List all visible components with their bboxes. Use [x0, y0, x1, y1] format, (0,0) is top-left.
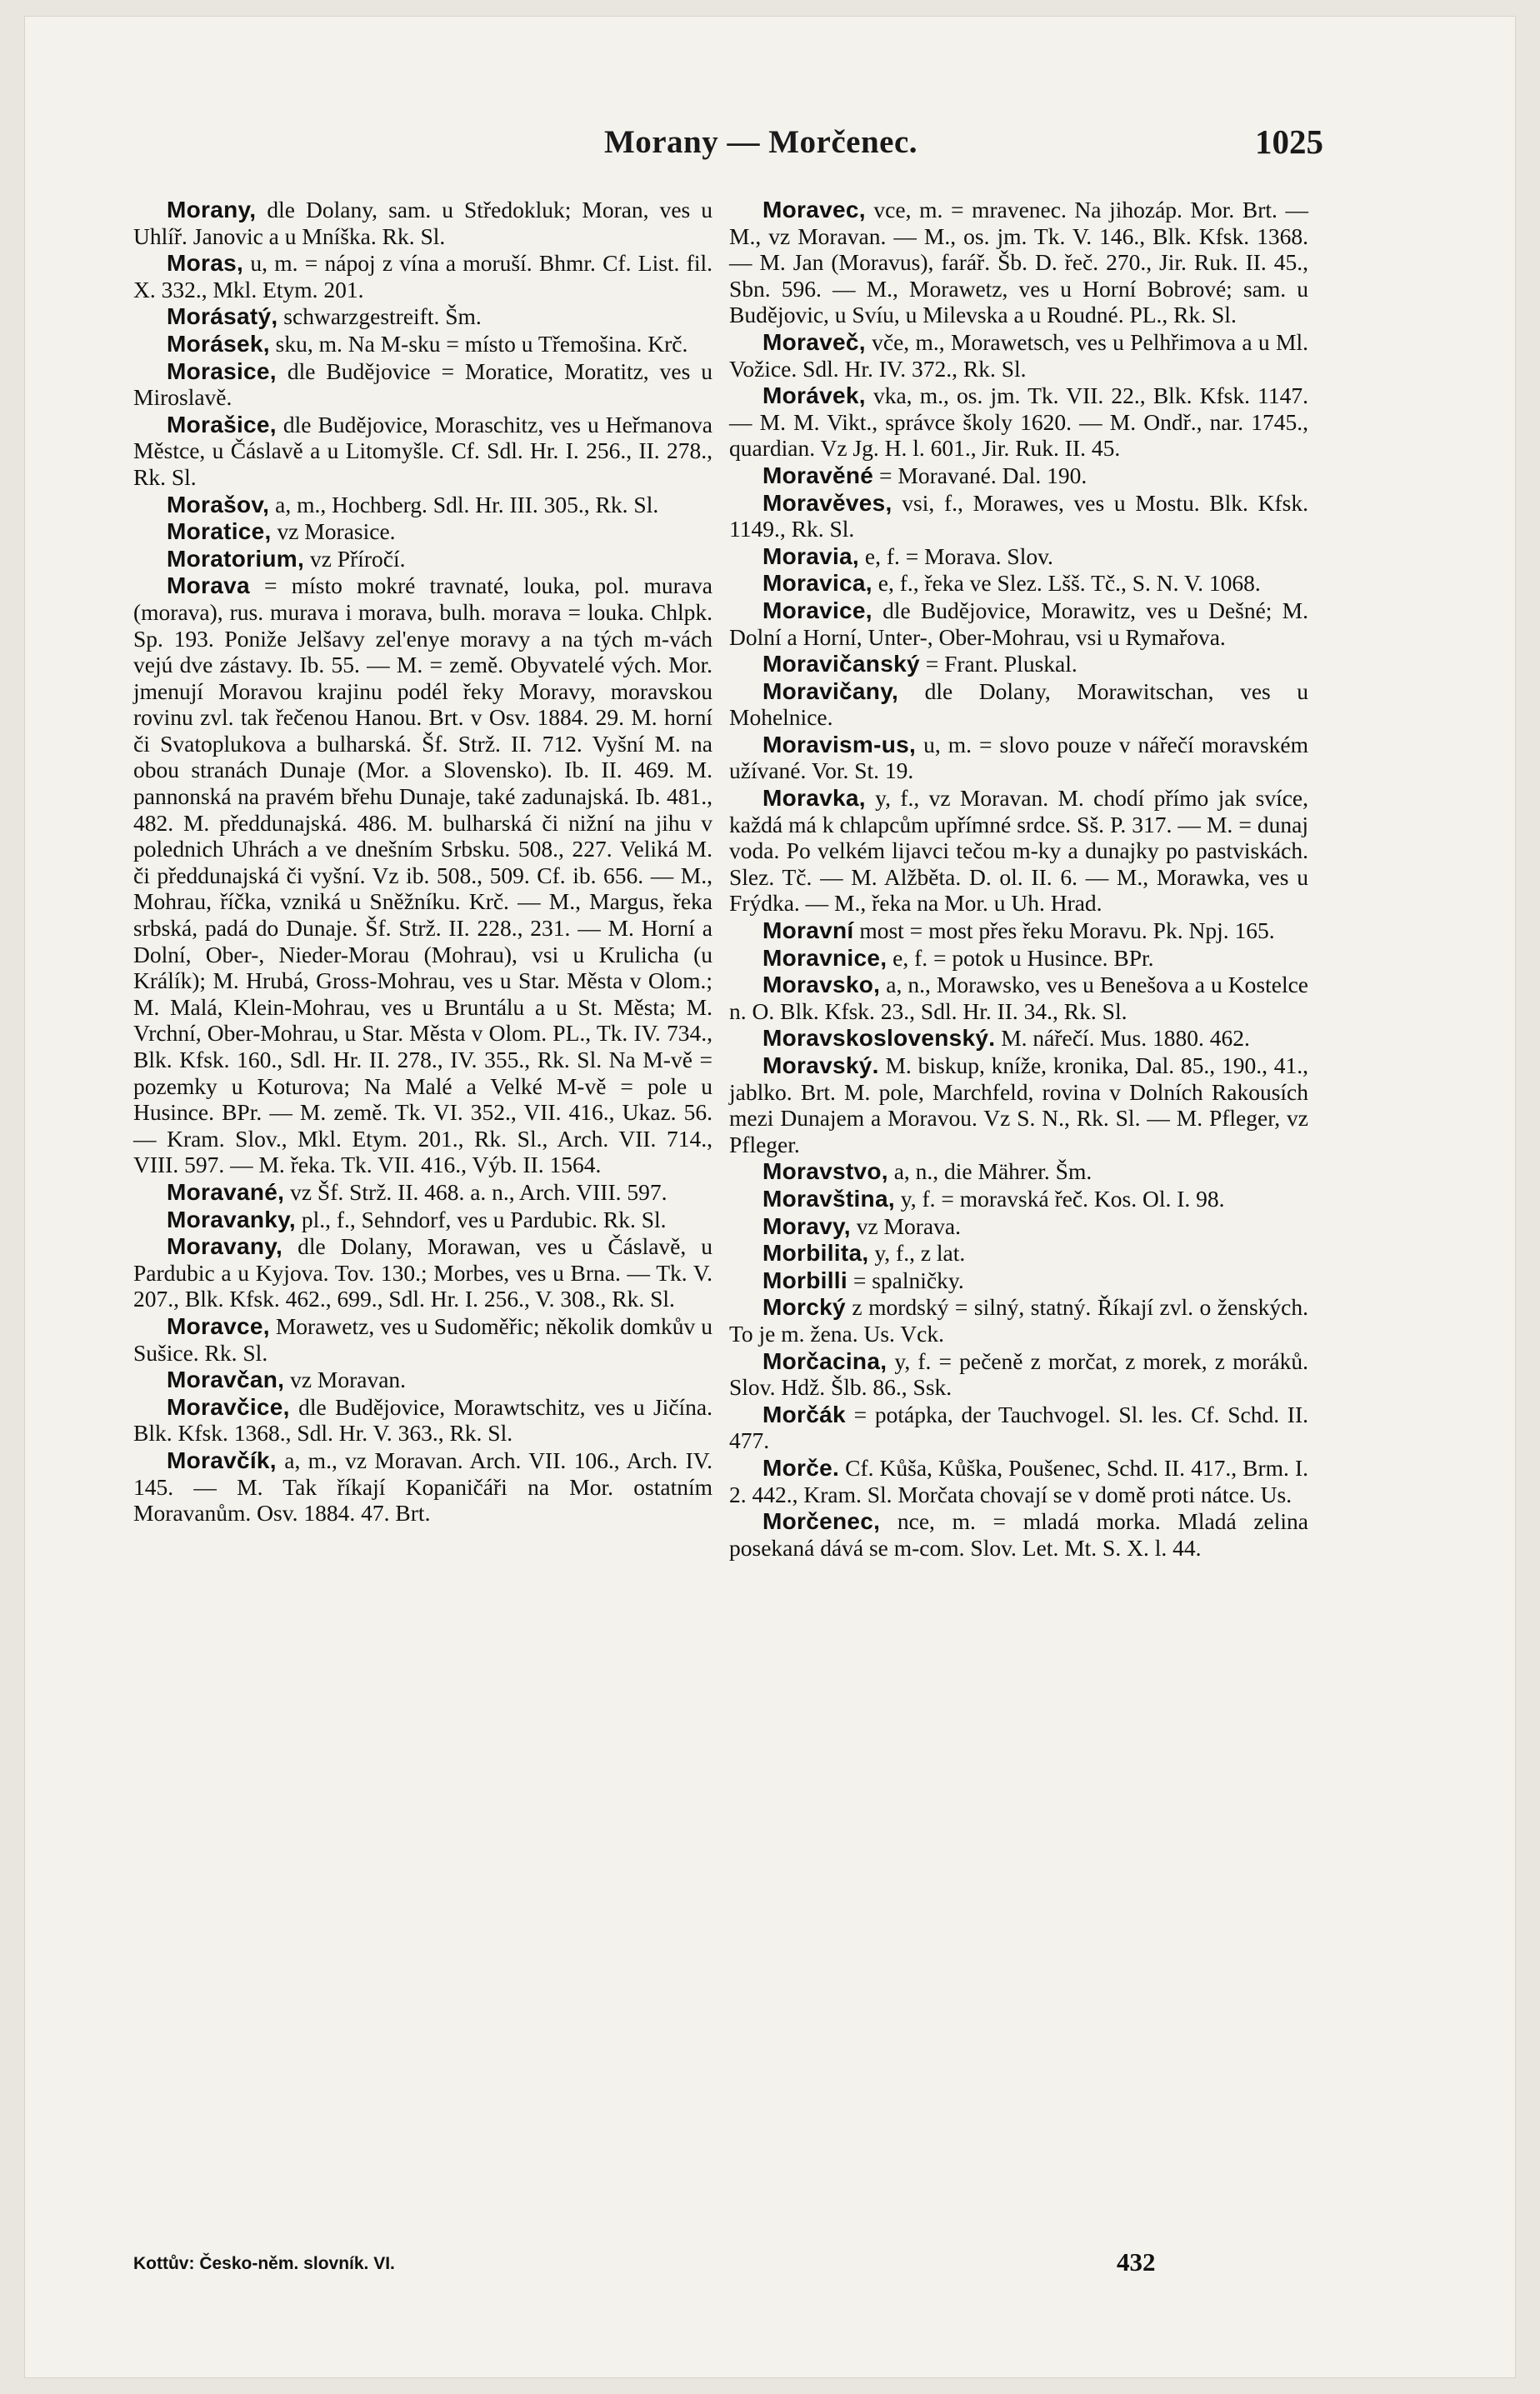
entry-definition: M. biskup, kníže, kronika, Dal. 85., 190., 41., jablko. Brt. M. pole, Marchfeld, rovina v Dolních Rakousích mezi Dunajem a Moravou. Vz S. N., Rk. Sl. — M. Pfleger, vz Pfleger. [729, 1052, 1309, 1157]
entry-definition: = potápka, der Tauchvogel. Sl. les. Cf. Schd. II. 477. [729, 1401, 1308, 1454]
dictionary-entry [729, 1052, 1308, 1157]
entry-headword: Morče. [762, 1454, 840, 1481]
entry-definition: y, f., z lat. [874, 1240, 966, 1267]
entry-definition: u, m. = slovo pouze v nářečí moravském užívané. Vor. St. 19. [729, 731, 1309, 784]
entry-headword: Moravsko, [762, 972, 881, 998]
entry-headword: Morbilita, [762, 1240, 869, 1267]
dictionary-entry [133, 1313, 712, 1366]
dictionary-entry [133, 1179, 712, 1206]
dictionary-entry [729, 678, 1308, 731]
entry-headword: Moravní [762, 917, 854, 944]
dictionary-entry [133, 1233, 712, 1312]
dictionary-entry [133, 303, 712, 330]
entry-definition: vz Morava. [856, 1212, 961, 1239]
entry-definition: Morawetz, ves u Sudoměřic; několik domkův u Sušice. Rk. Sl. [133, 1312, 713, 1366]
page-title: Morany — Morčenec. [603, 124, 918, 160]
dictionary-entry [133, 412, 712, 491]
dictionary-entry [729, 972, 1308, 1024]
dictionary-entry [729, 1455, 1308, 1507]
entry-headword: Moravnice, [762, 944, 888, 971]
entry-definition: M. nářečí. Mus. 1880. 462. [1001, 1025, 1250, 1052]
entry-headword: Morásatý, [167, 303, 278, 330]
running-header [123, 115, 1323, 165]
right-column [729, 197, 1308, 1562]
entry-definition: vz Šf. Strž. II. 468. a. n., Arch. VIII. 597. [290, 1178, 668, 1205]
entry-definition: most = most přes řeku Moravu. Pk. Npj. 165. [859, 917, 1275, 944]
dictionary-entry [729, 570, 1308, 597]
entry-definition: y, f. = pečeně z morčat, z morek, z moráků. Slov. Hdž. Šlb. 86., Ssk. [729, 1347, 1309, 1401]
entry-definition: a, m., vz Moravan. Arch. VII. 106., Arch. IV. 145. — M. Tak říkají Kopaničáři na Mor. ostatním Moravanům. Osv. 1884. 47. Brt. [133, 1447, 712, 1527]
entry-headword: Moravstvo, [762, 1158, 888, 1185]
entry-headword: Moravčice, [167, 1393, 290, 1420]
entry-definition: Cf. Kůša, Kůška, Poušenec, Schd. II. 417., Brm. I. 2. 442., Kram. Sl. Morčata chovají se v domě proti nátce. Us. [729, 1454, 1308, 1507]
entry-headword: Moravec, [762, 197, 866, 222]
entry-definition: schwarzgestreift. Šm. [283, 303, 482, 330]
dictionary-entry [133, 572, 712, 1178]
entry-headword: Moravčan, [167, 1367, 285, 1393]
entry-headword: Moravčík, [167, 1447, 277, 1473]
entry-definition: a, n., Morawsko, ves u Benešova a u Kostelce n. O. Blk. Kfsk. 23., Sdl. Hr. II. 34., Rk. Sl. [729, 972, 1308, 1024]
dictionary-entry [133, 546, 712, 572]
entry-definition: sku, m. Na M-sku = místo u Třemošina. Krč. [275, 330, 688, 357]
dictionary-entry [729, 597, 1308, 650]
entry-headword: Morašice, [167, 411, 277, 437]
entry-definition: vz Morasice. [277, 518, 396, 545]
dictionary-entry [133, 250, 712, 302]
entry-headword: Moravism-us, [762, 731, 917, 757]
dictionary-entry [133, 1394, 712, 1447]
entry-headword: Moravany, [167, 1233, 283, 1260]
dictionary-entry [133, 1207, 712, 1233]
dictionary-entry [729, 197, 1308, 328]
entry-headword: Morava [167, 572, 250, 599]
entry-headword: Moravský. [762, 1052, 879, 1078]
entry-definition: e, f. = Morava. Slov. [864, 542, 1053, 569]
left-column [133, 197, 712, 1527]
entry-headword: Moravka, [762, 785, 866, 812]
dictionary-entry [729, 1025, 1308, 1052]
entry-headword: Moravičanský [762, 651, 920, 677]
entry-headword: Moratorium, [167, 545, 305, 572]
dictionary-entry [729, 1348, 1308, 1401]
entry-definition: dle Budějovice = Moratice, Moratitz, ves u Miroslavě. [133, 357, 712, 411]
entry-headword: Moravia, [762, 542, 859, 569]
dictionary-entry [133, 1367, 712, 1393]
entry-headword: Moravština, [762, 1185, 895, 1212]
entry-definition: = Moravané. Dal. 190. [879, 462, 1088, 488]
dictionary-entry [729, 785, 1308, 917]
entry-headword: Morčacina, [762, 1347, 888, 1374]
entry-definition: dle Budějovice, Moraschitz, ves u Heřmanova Městce, u Čáslavě a u Litomyšle. Cf. Sdl. Hr. I. 256., II. 278., Rk. Sl. [133, 411, 713, 490]
dictionary-entry [729, 543, 1308, 570]
dictionary-entry [133, 1447, 712, 1527]
dictionary-entry [729, 1267, 1308, 1294]
printer-signature: Kottův: Česko-něm. slovník. VI. [133, 2254, 395, 2273]
dictionary-entry [729, 382, 1308, 462]
entry-headword: Morávek, [762, 382, 866, 409]
dictionary-entry [133, 358, 712, 411]
entry-headword: Moravy, [762, 1212, 851, 1239]
entry-definition: u, m. = nápoj z vína a moruší. Bhmr. Cf. List. fil. X. 332., Mkl. Etym. 201. [133, 250, 712, 302]
entry-headword: Moravané, [167, 1178, 285, 1205]
page-number: 1025 [1255, 122, 1323, 161]
entry-definition: dle Budějovice, Morawtschitz, ves u Jičína. Blk. Kfsk. 1368., Sdl. Hr. V. 363., Rk. Sl. [133, 1393, 712, 1447]
entry-definition: e, f. = potok u Husince. BPr. [892, 944, 1154, 971]
dictionary-entry [729, 917, 1308, 944]
entry-definition: dle Dolany, Morawan, ves u Čáslavě, u Pardubic a u Kyjova. Tov. 130.; Morbes, ves u Brna. — Tk. V. 207., Blk. Kfsk. 462., 699., Sdl. Hr. I. 256., V. 308., Rk. Sl. [133, 1233, 712, 1312]
dictionary-entry [729, 1240, 1308, 1267]
entry-definition: a, n., die Mährer. Šm. [893, 1158, 1092, 1185]
dictionary-entry [729, 1294, 1308, 1347]
dictionary-entry [729, 1186, 1308, 1212]
entry-definition: a, m., Hochberg. Sdl. Hr. III. 305., Rk. Sl. [275, 491, 659, 517]
entry-definition: vče, m., Morawetsch, ves u Pelhřimova a u Ml. Vožice. Sdl. Hr. IV. 372., Rk. Sl. [729, 328, 1308, 382]
entry-headword: Morašov, [167, 491, 270, 517]
entry-definition: = spalničky. [852, 1267, 964, 1293]
dictionary-entry [133, 518, 712, 545]
entry-definition: e, f., řeka ve Slez. Lšš. Tč., S. N. V. 1068. [878, 570, 1261, 597]
entry-headword: Morbilli [762, 1267, 848, 1293]
entry-headword: Moratice, [167, 518, 272, 545]
entry-definition: vz Moravan. [290, 1367, 407, 1393]
entry-headword: Morcký [762, 1294, 846, 1321]
entry-headword: Morasice, [167, 357, 277, 384]
entry-definition: dle Dolany, Morawitschan, ves u Mohelnice. [729, 677, 1309, 731]
dictionary-entry [729, 1158, 1308, 1185]
entry-headword: Moravěné [762, 462, 874, 488]
dictionary-entry [729, 329, 1308, 382]
sheet-number: 432 [1117, 2247, 1156, 2277]
entry-headword: Moravce, [167, 1312, 270, 1339]
dictionary-entry [729, 945, 1308, 972]
dictionary-entry [133, 331, 712, 357]
entry-definition: = místo mokré travnaté, louka, pol. murava (morava), rus. murava i morava, bulh. morava = louka. Chlpk. Sp. 193. Poniže Jelšavy zel'enye moravy a na tých m-vách vejú dve zástavy. Ib. 55. — M. = země. Obyvatelé vých. Mor. jmenují Moravou krajinu podél řeky Moravy, moravskou rovinu zvl. tak řečenou Hanou. Brt. v Osv. 1884. 29. M. horní či Svatoplukova a bulharská. Šf. Strž. II. 712. Vyšní M. na obou stranách Dunaje (Mor. a Slovensko). Ib. II. 469. M. pannonská na pravém břehu Dunaje, také zadunajská. Ib. 481., 482. M. předdunajská. 486. M. bulharská či nižní na jihu v polednich Uhrách a ve dnešním Srbsku. 508., 227. Veliká M. či předdunajská či vyšní. Vz ib. 508., 509. Cf. ib. 656. — M., Mohrau, říčka, vzniká u Sněžníku. Krč. — M., Margus, řeka srbská, padá do Dunaje. Šf. Strž. II. 228., 231. — M. Horní a Dolní, Ober-, Nieder-Morau (Mohrau), vsi u Krulicha (u Králík); M. Hrubá, Gross-Mohrau, ves u Star. Města v Olom.; M. Malá, Klein-Mohrau, ves u Bruntálu a u St. Města; M. Vrchní, Ober-Mohrau, u Star. Města v Olom. PL., Tk. IV. 734., Blk. Kfsk. 160., Sdl. Hr. II. 278., IV. 355., Rk. Sl. Na M-vě = pozemky u Koturova; Na Malé a Velké M-vě = pole u Husince. BPr. — M. země. Tk. VI. 352., VII. 416., Ukaz. 56. — Kram. Slov., Mkl. Etym. 201., Rk. Sl., Arch. VII. 714., VIII. 597. — M. řeka. Tk. VII. 416., Výb. II. 1564. [133, 572, 713, 1178]
entry-definition: vka, m., os. jm. Tk. VII. 22., Blk. Kfsk. 1147. — M. M. Vikt., správce školy 1620. — M. Ondř., nar. 1745., quardian. Vz Jg. H. l. 601., Jir. Ruk. II. 45. [729, 382, 1308, 462]
dictionary-entry [729, 490, 1308, 542]
entry-headword: Moras, [167, 250, 244, 277]
entry-headword: Morčenec, [762, 1508, 881, 1535]
entry-headword: Moravanky, [167, 1206, 296, 1232]
entry-headword: Moravice, [762, 597, 872, 623]
entry-definition: = Frant. Pluskal. [925, 651, 1078, 677]
dictionary-entry [729, 1508, 1308, 1561]
entry-headword: Moravičany, [762, 677, 899, 704]
entry-headword: Moravica, [762, 570, 872, 597]
entry-definition: vz Příročí. [309, 545, 406, 572]
dictionary-entry [729, 1213, 1308, 1240]
entry-headword: Moraveč, [762, 328, 866, 355]
dictionary-entry [729, 1402, 1308, 1454]
entry-definition: pl., f., Sehndorf, ves u Pardubic. Rk. Sl. [301, 1206, 667, 1232]
entry-definition: dle Budějovice, Morawitz, ves u Dešné; M. Dolní a Horní, Unter-, Ober-Mohrau, vsi u Rymařova. [729, 597, 1308, 650]
entry-headword: Morásek, [167, 330, 270, 357]
entry-headword: Morčák [762, 1401, 846, 1427]
entry-headword: Morany, [167, 197, 257, 222]
dictionary-entry [729, 462, 1308, 489]
entry-definition: z mordský = silný, statný. Říkají zvl. o ženských. To je m. žena. Us. Vck. [729, 1294, 1308, 1347]
entry-headword: Moravskoslovenský. [762, 1025, 996, 1052]
entry-definition: nce, m. = mladá morka. Mladá zelina posekaná dává se m-com. Slov. Let. Mt. S. X. l. 44. [729, 1508, 1308, 1561]
entry-definition: y, f. = moravská řeč. Kos. Ol. I. 98. [900, 1185, 1225, 1212]
entry-definition: vce, m. = mravenec. Na jihozáp. Mor. Brt. — M., vz Moravan. — M., os. jm. Tk. V. 146., Blk. Kfsk. 1368. — M. Jan (Moravus), farář. Šb. D. řeč. 270., Jir. Ruk. II. 45., Sbn. 596. — M., Morawetz, ves u Horní Bobrové; sam. u Budějovic, u Svíu, u Milevska a u Roudné. PL., Rk. Sl. [729, 197, 1308, 328]
dictionary-entry [133, 197, 712, 249]
entry-definition: vsi, f., Morawes, ves u Mostu. Blk. Kfsk. 1149., Rk. Sl. [729, 489, 1308, 542]
entry-headword: Moravěves, [762, 489, 892, 516]
dictionary-entry [133, 492, 712, 518]
dictionary-entry [729, 732, 1308, 784]
dictionary-entry [729, 651, 1308, 677]
entry-definition: dle Dolany, sam. u Středokluk; Moran, ves u Uhlíř. Janovic a u Mníška. Rk. Sl. [133, 197, 712, 249]
entry-definition: y, f., vz Moravan. M. chodí přímo jak svíce, každá má k chlapcům upřímné srdce. Sš. P. 317. — M. = dunaj voda. Po velkém lijavci tečou m-ky a dunajky po pastviskách. Slez. Tč. — M. Alžběta. D. ol. II. 6. — M., Morawka, ves u Frýdka. — M., řeka na Mor. u Uh. Hrad. [729, 785, 1309, 917]
